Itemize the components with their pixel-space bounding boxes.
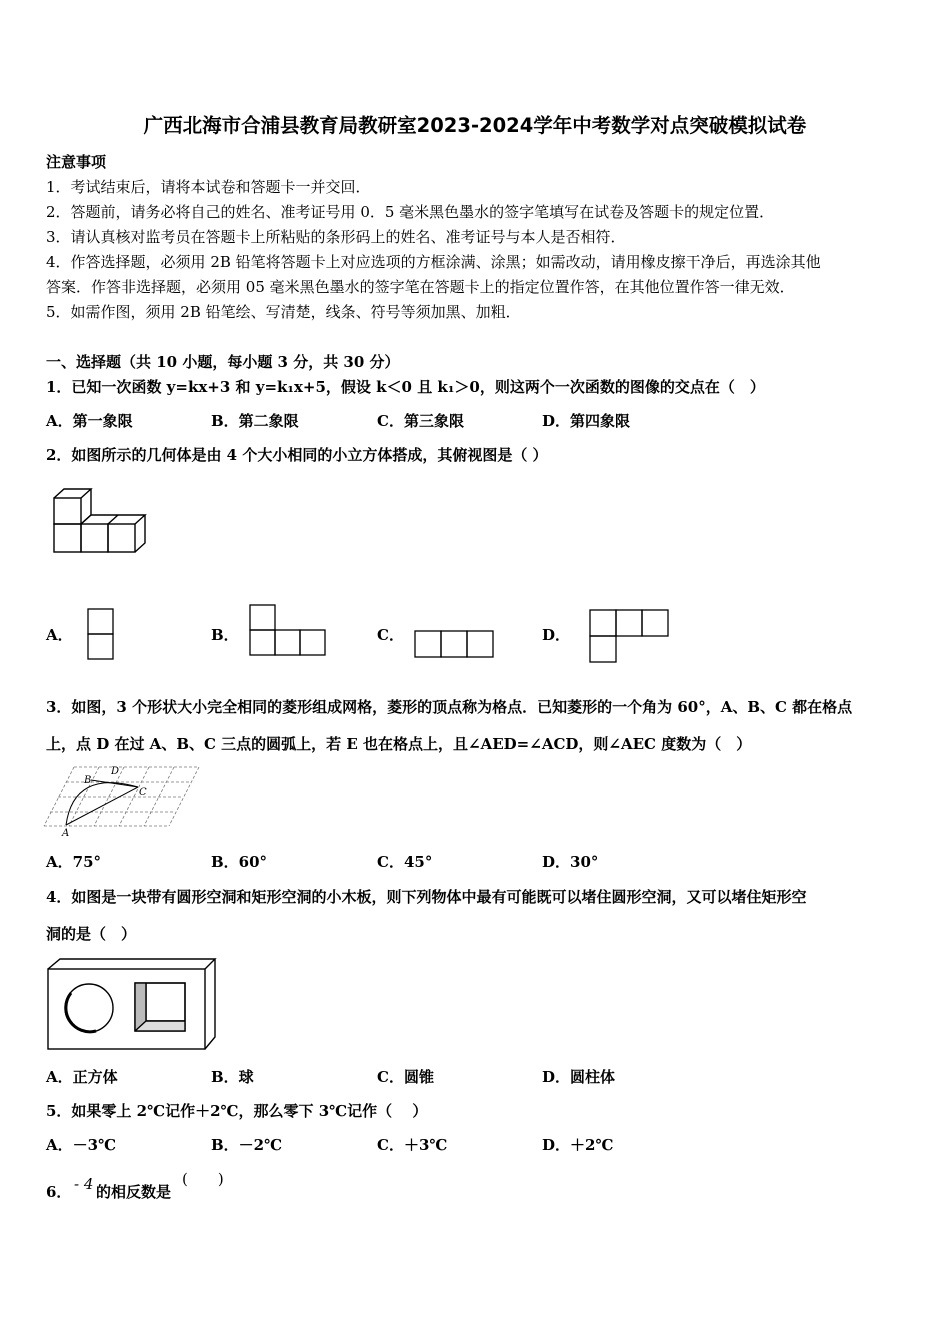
question-6-value: - 4 — [74, 1175, 94, 1193]
q2-option-d-figure — [589, 609, 671, 665]
q1-option-d: D．第四象限 — [542, 412, 631, 430]
q3-label-b: B — [84, 775, 92, 786]
q3-rhombus-grid-figure — [44, 763, 204, 839]
q1-option-c: C．第三象限 — [377, 412, 464, 430]
q3-label-a: A — [62, 828, 70, 839]
q1-option-b: B．第二象限 — [211, 412, 299, 430]
q5-option-a: A．－3℃ — [46, 1136, 117, 1154]
q4-option-a: A．正方体 — [46, 1068, 118, 1086]
question-3-line2: 上，点 D 在过 A、B、C 三点的圆弧上，若 E 也在格点上，且∠AED=∠ACD，则∠AEC 度数为（ ） — [46, 735, 752, 753]
q4-option-d: D．圆柱体 — [542, 1068, 616, 1086]
q2-option-c: C． — [377, 626, 404, 644]
q2-option-a-figure — [87, 608, 115, 662]
q3-label-d: D — [111, 766, 120, 777]
section-heading: 一、选择题（共 10 小题，每小题 3 分，共 30 分） — [46, 353, 400, 371]
notice-item: 1．考试结束后，请将本试卷和答题卡一并交回． — [46, 178, 371, 196]
q2-option-b-figure — [249, 604, 329, 658]
notice-item: 4．作答选择题，必须用 2B 铅笔将答题卡上对应选项的方框涂满、涂黑；如需改动，请用橡皮擦干净后，再选涂其他 — [46, 253, 821, 271]
q5-option-b: B．－2℃ — [211, 1136, 283, 1154]
notice-item: 5．如需作图，须用 2B 铅笔绘、写清楚，线条、符号等须加黑、加粗． — [46, 303, 521, 321]
notice-item: 2．答题前，请务必将自己的姓名、准考证号用 0．5 毫米黑色墨水的签字笔填写在试卷及答题卡的规定位置． — [46, 203, 775, 221]
q2-solid-figure — [50, 486, 150, 556]
question-1-stem: 1．已知一次函数 y=kx+3 和 y=k₁x+5，假设 k＜0 且 k₁＞0，则这两个一次函数的图像的交点在（ ） — [46, 378, 765, 396]
q4-option-c: C．圆锥 — [377, 1068, 434, 1086]
question-6-text: 的相反数是 — [96, 1183, 172, 1201]
question-3-line1: 3．如图，3 个形状大小完全相同的菱形组成网格，菱形的顶点称为格点．已知菱形的一个角为 60°，A、B、C 都在格点 — [46, 698, 853, 716]
question-4-line2: 洞的是（ ） — [46, 925, 137, 943]
q2-option-c-figure — [414, 630, 496, 660]
q2-option-a: A． — [46, 626, 73, 644]
q3-option-b: B．60° — [211, 853, 268, 871]
notice-item: 3．请认真核对监考员在答题卡上所粘贴的条形码上的姓名、准考证号与本人是否相符． — [46, 228, 626, 246]
q3-label-c: C — [139, 787, 147, 798]
q5-option-c: C．＋3℃ — [377, 1136, 448, 1154]
q4-wooden-board-figure — [46, 957, 218, 1053]
question-6-number: 6． — [46, 1183, 72, 1201]
page-title: 广西北海市合浦县教育局教研室2023-2024学年中考数学对点突破模拟试卷 — [143, 114, 807, 137]
q2-option-b: B． — [211, 626, 239, 644]
q3-option-d: D．30° — [542, 853, 599, 871]
q2-option-d: D． — [542, 626, 571, 644]
question-6-paren: ( ) — [182, 1170, 224, 1188]
q1-option-a: A．第一象限 — [46, 412, 133, 430]
question-2-stem: 2．如图所示的几何体是由 4 个大小相同的小立方体搭成，其俯视图是（ ） — [46, 446, 548, 464]
question-5-stem: 5．如果零上 2℃记作＋2℃，那么零下 3℃记作（ ） — [46, 1102, 428, 1120]
q4-option-b: B．球 — [211, 1068, 254, 1086]
notice-item: 答案．作答非选择题，必须用 05 毫米黑色墨水的签字笔在答题卡上的指定位置作答，在其他位置作答一律无效． — [46, 278, 795, 296]
q5-option-d: D．＋2℃ — [542, 1136, 614, 1154]
q3-option-a: A．75° — [46, 853, 102, 871]
q3-option-c: C．45° — [377, 853, 433, 871]
notice-heading: 注意事项 — [46, 153, 107, 171]
question-4-line1: 4．如图是一块带有圆形空洞和矩形空洞的小木板，则下列物体中最有可能既可以堵住圆形空洞，又可以堵住矩形空 — [46, 888, 807, 906]
